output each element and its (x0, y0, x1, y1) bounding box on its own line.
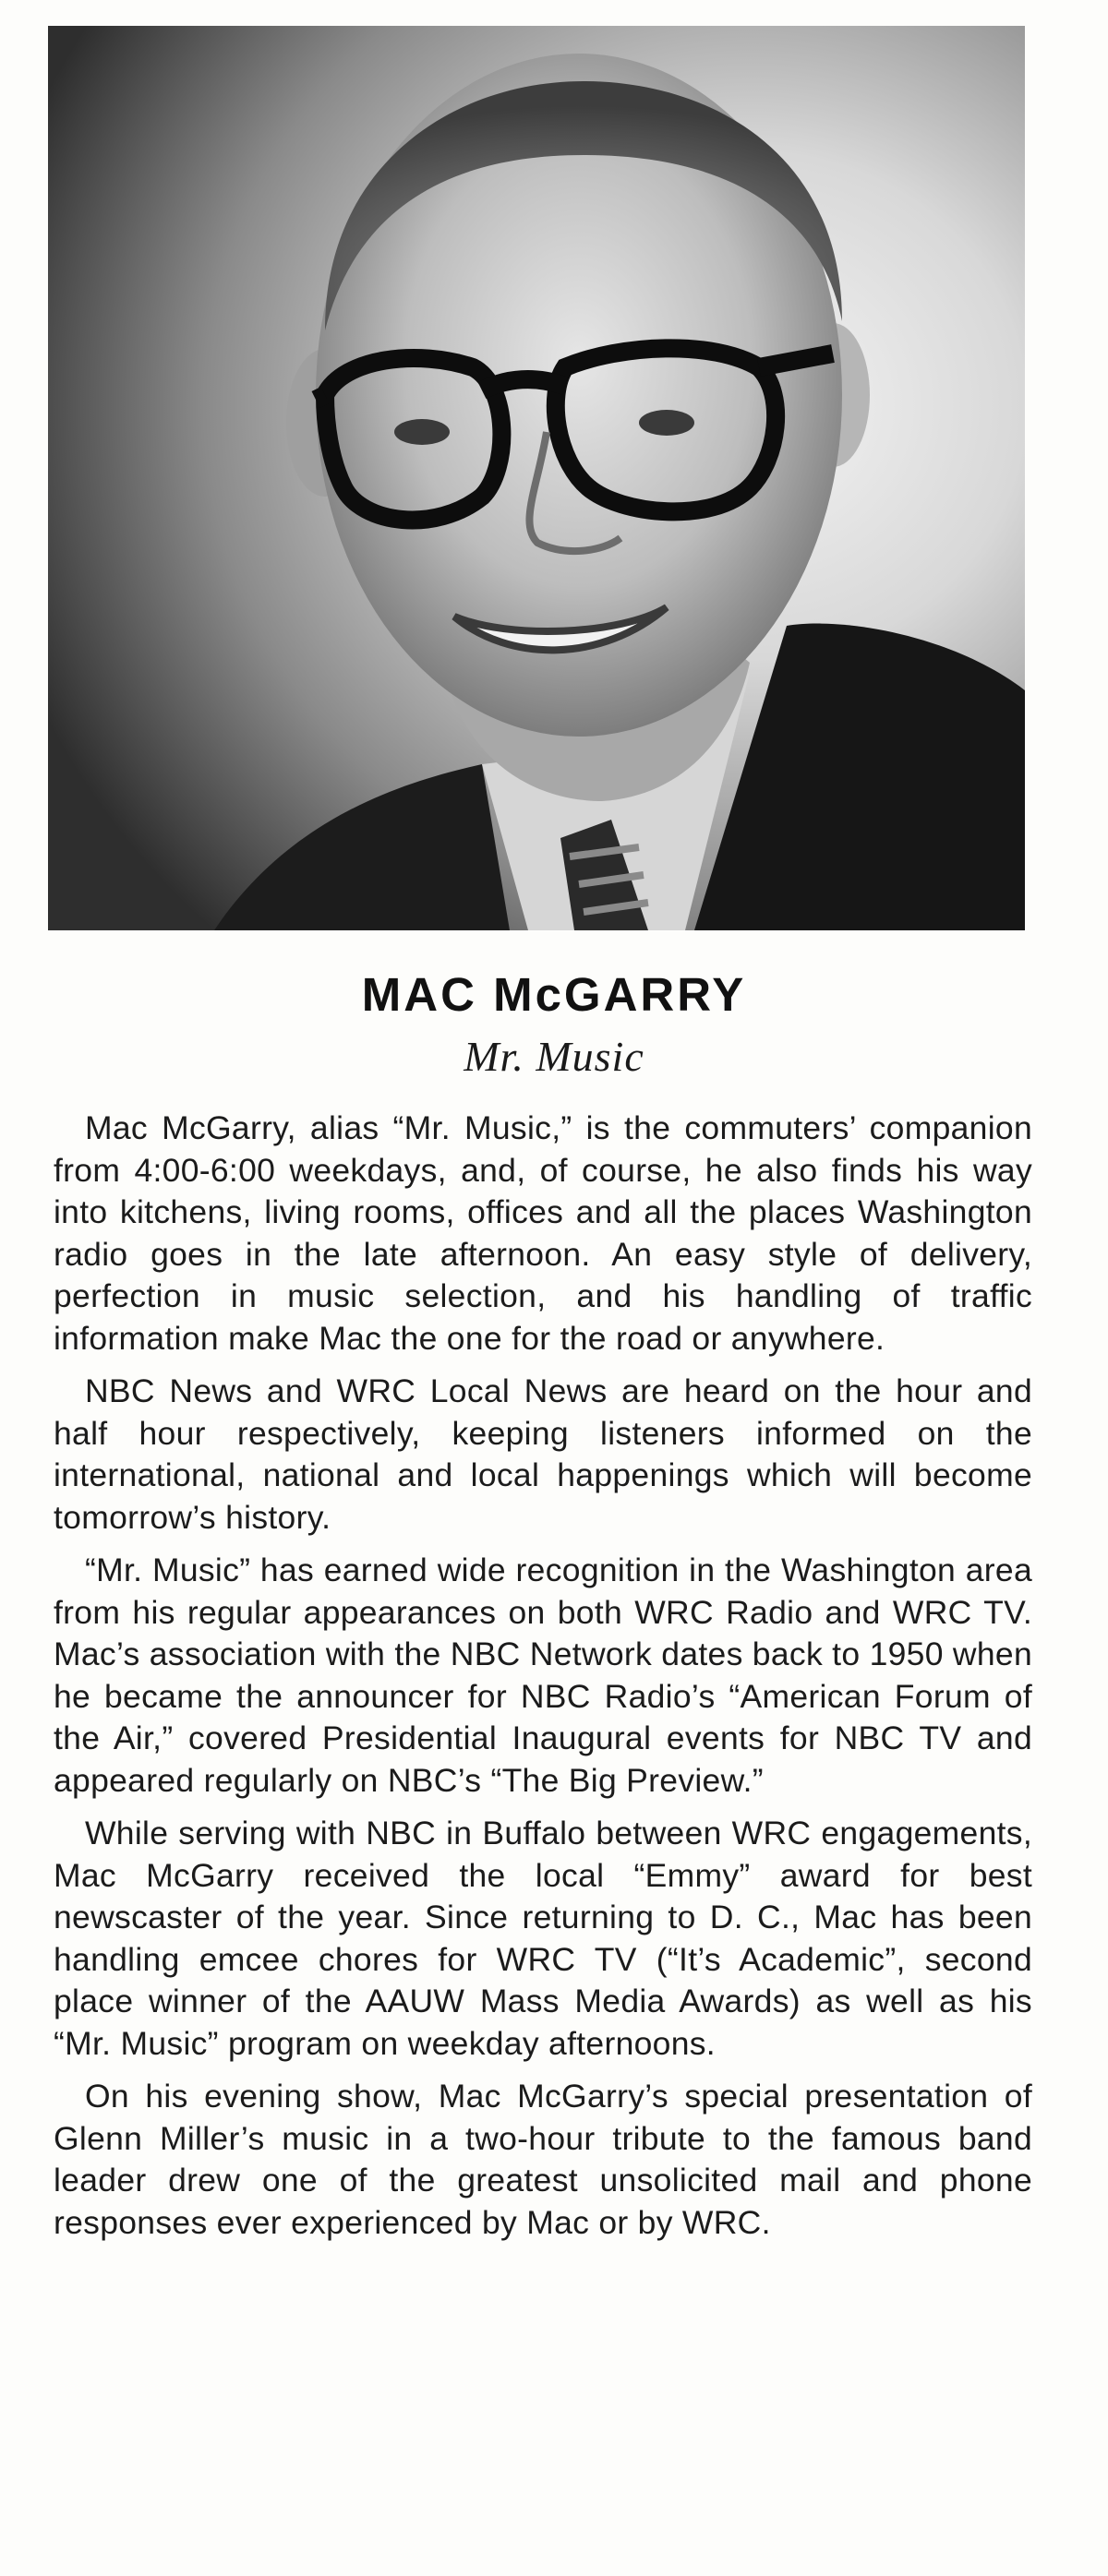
profile-subtitle: Mr. Music (464, 1033, 644, 1080)
paragraph: “Mr. Music” has earned wide recognition in the Washington area from his regular appearances on both WRC Radio and WRC TV. Mac’s association with the NBC Network dates back to 1950 when he became the announcer for NBC Radio’s “American Forum of the Air,” covered Presidential Inaugural events for NBC TV and appeared regularly on NBC’s “The Big Preview.” (54, 1552, 1032, 1799)
portrait-photo (48, 26, 1025, 930)
portrait-illustration (48, 26, 1025, 930)
paragraph: Mac McGarry, alias “Mr. Music,” is the commuters’ companion from 4:00-6:00 weekdays, and, of course, he also finds his way into kitchens, living rooms, offices and all the places Washington radio goes in the late afternoon. An easy style of delivery, perfection in music selection, and his handling of traffic information make Mac the one for the road or anywhere. (54, 1109, 1032, 1357)
paragraph: NBC News and WRC Local News are heard on the hour and half hour respectively, keeping listeners informed on the international, national and local happenings which will become tomorrow’s history. (54, 1372, 1032, 1536)
paragraph: While serving with NBC in Buffalo between WRC engagements, Mac McGarry received the local “Emmy” award for best newscaster of the year. Since returning to D. C., Mac has been handling emcee chores for WRC TV (“It’s Academic”, second place winner of the AAUW Mass Media Awards) as well as his “Mr. Music” program on weekday afternoons. (54, 1815, 1032, 2062)
article-body (54, 1108, 1032, 2255)
paragraph: On his evening show, Mac McGarry’s special presentation of Glenn Miller’s music in a two-hour tribute to the famous band leader drew one of the greatest unsolicited mail and phone responses ever experienced by Mac or by WRC. (54, 2078, 1032, 2241)
profile-name: MAC McGARRY (361, 968, 747, 1021)
